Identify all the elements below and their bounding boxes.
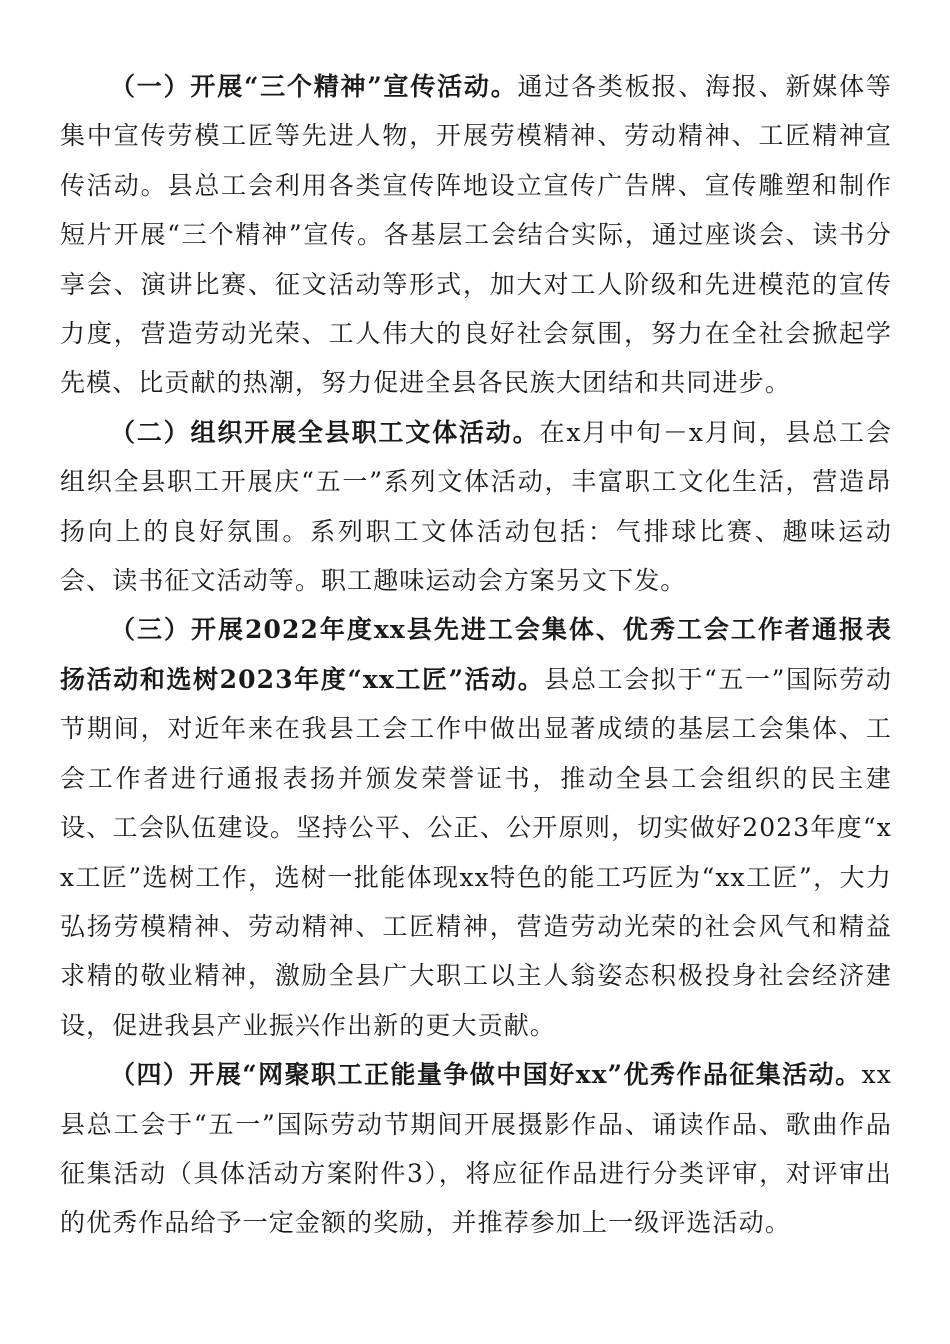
paragraph-2-heading: （二）组织开展全县职工文体活动。 xyxy=(110,417,540,447)
paragraph-3-body: 县总工会拟于“五一”国际劳动节期间，对近年来在我县工会工作中做出显著成绩的基层工会集体、工会工作者进行通报表扬并颁发荣誉证书，推动全县工会组织的民主建设、工会队伍建设。坚持公平、公正、公开原则，切实做好2023年度“xx工匠”选树工作，选树一批能体现xx特色的能工巧匠为“xx工匠”，大力弘扬劳模精神、劳动精神、工匠精神，营造劳动光荣的社会风气和精益求精的敬业精神，激励全县广大职工以主人翁姿态积极投身社会经济建设，促进我县产业振兴作出新的更大贡献。 xyxy=(60,664,892,1040)
paragraph-1-heading: （一）开展“三个精神”宣传活动。 xyxy=(110,72,518,101)
paragraph-4-body: xx县总工会于“五一”国际劳动节期间开展摄影作品、诵读作品、歌曲作品征集活动（具体活动方案附件3），将应征作品进行分类评审，对评审出的优秀作品给予一定金额的奖励，并推荐参加上一级评选活动。 xyxy=(60,1060,892,1238)
paragraph-1 xyxy=(60,62,892,408)
paragraph-3-heading: （三）开展2022年度xx县先进工会集体、优秀工会工作者通报表扬活动和选树2023年度“xx工匠”活动。 xyxy=(60,615,892,694)
paragraph-2-body: 在x月中旬－x月间，县总工会组织全县职工开展庆“五一”系列文体活动，丰富职工文化生活，营造昂扬向上的良好氛围。系列职工文体活动包括：气排球比赛、趣味运动会、读书征文活动等。职工趣味运动会方案另文下发。 xyxy=(60,417,892,596)
paragraph-4-heading: （四）开展“网聚职工正能量争做中国好xx”优秀作品征集活动。 xyxy=(110,1060,862,1090)
paragraph-2 xyxy=(60,408,892,606)
paragraph-3 xyxy=(60,605,892,1050)
paragraph-4 xyxy=(60,1050,892,1248)
document-page xyxy=(60,62,892,1248)
paragraph-1-body: 通过各类板报、海报、新媒体等集中宣传劳模工匠等先进人物，开展劳模精神、劳动精神、工匠精神宣传活动。县总工会利用各类宣传阵地设立宣传广告牌、宣传雕塑和制作短片开展“三个精神”宣传。各基层工会结合实际，通过座谈会、读书分享会、演讲比赛、征文活动等形式，加大对工人阶级和先进模范的宣传力度，营造劳动光荣、工人伟大的良好社会氛围，努力在全社会掀起学先模、比贡献的热潮，努力促进全县各民族大团结和共同进步。 xyxy=(60,72,892,398)
